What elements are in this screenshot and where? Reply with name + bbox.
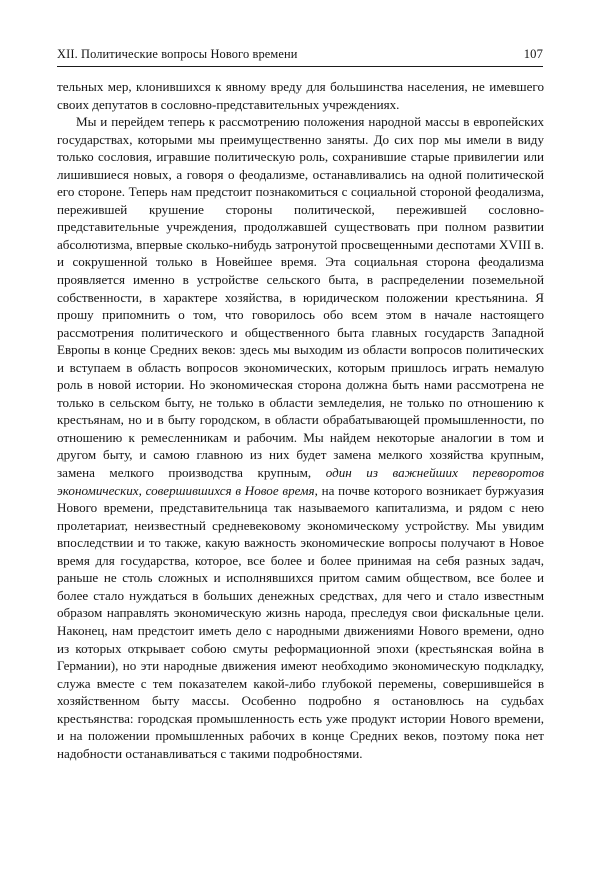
paragraph-segment-3: , на почве которого возникает буржуазия Нового времени, представительница так называемого капитализма, и рядом с нею пролетариат, неизвестный средневековому экономическому устройству. Мы увидим впоследствии и то также, какую важность экономические вопросы получают в Новое время для государства, которое, все более и более принимая на себя разных задач, раньше не столь сложных и исполнявшихся притом самим обществом, все более и более стало нуждаться в больших денежных средствах, для чего и стало известным образом направлять экономическую жизнь народа, преследуя свои фискальные цели. Наконец, нам предстоит иметь дело с народными движениями Нового времени, одно из которых открывает собою смуты реформационной эпохи (крестьянская война в Германии), но эти народные движения имеют необходимо экономическую подкладку, служа вместе с тем показателем какой-либо глубокой перемены, совершившейся в хозяйственном быту массы. Особенно подробно я остановлюсь на судьбах крестьянства: городская промышленность есть уже продукт истории Нового времени, и на положении промышленных рабочих в конце Средних веков, поэтому пока нет надобности останавливаться с такими подробностями. — [57, 482, 544, 761]
header-page-number: 107 — [523, 47, 543, 61]
paragraph-segment-1: Мы и перейдем теперь к рассмотрению положения народной массы в европейских государствах, которыми мы преимущественно заняты. До сих пор мы имели в виду только сословия, игравшие политическую роль, сохранившие старые привилегии или лишившиеся новых, а говоря о феодализме, останавливались на одной политической его стороне. Теперь нам предстоит познакомиться с социальной стороной феодализма, пережившей крушение стороны политической, пережившей сословно-представительные учреждения, продолжавшей существовать при полном развитии абсолютизма, впервые сколько-нибудь затронутой просвещенными деспотами XVIII в. и сокрушенной только в Новейшее время. Эта социальная сторона феодализма проявляется именно в устройстве сельского быта, в распределении поземельной собственности, в характере хозяйства, в юридическом положении крестьянина. Я прошу припомнить о том, что говорилось обо всем этом в начале настоящего рассмотрения политического и общественного быта главных государств Западной Европы в конце Средних веков: здесь мы выходим из области вопросов политических и вступаем в область вопросов экономических, которым пришлось играть немалую роль в новой истории. Но экономическая сторона должна быть нами рассмотрена не только в сельском быту, не только в области земледелия, не только по отношению к крестьянам, но и в быту городском, в области обрабатывающей промышленности, по отношению к ремесленникам и рабочим. Мы найдем некоторые аналогии в том и другом быту, и самою главною из них будет замена мелкого хозяйства крупным, замена мелкого производства крупным, — [57, 114, 544, 481]
paragraph-main — [57, 113, 544, 762]
paragraph-continued: тельных мер, клонившихся к явному вреду для большинства населения, не имевшего своих депутатов в сословно-представительных учреждениях. — [57, 79, 544, 112]
page-header — [57, 47, 543, 62]
body-text-column — [57, 78, 544, 762]
header-divider — [57, 66, 543, 67]
header-chapter-title: XII. Политические вопросы Нового времени — [57, 47, 298, 61]
paragraph-segment-emphasis: один из важнейших переворотов экономических, совершившихся в Новое время — [57, 465, 544, 498]
